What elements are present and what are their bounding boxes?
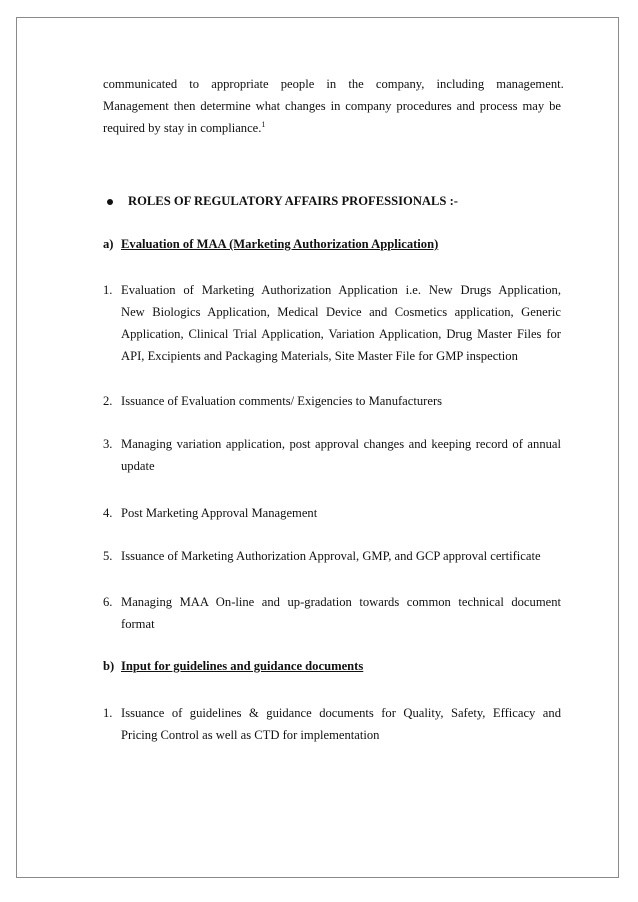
list-number: 3. [103,437,113,451]
intro-line [103,117,561,139]
text-line: Evaluation of Marketing Authorization Application i.e. New Drugs Application, [121,283,561,297]
list-number: 4. [103,506,113,520]
subsection-title: Input for guidelines and guidance documents [121,659,364,673]
list-item [103,702,561,746]
section-heading-text: ROLES OF REGULATORY AFFAIRS PROFESSIONALS :- [128,194,458,208]
text-line: Issuance of guidelines & guidance documents for Quality, Safety, Efficacy and [121,706,561,720]
intro-line: communicated to appropriate people in the company, including management. [103,77,564,91]
subsection-marker: a) [103,237,114,251]
intro-paragraph [103,73,564,139]
intro-line-text: required by stay in compliance. [103,121,262,135]
list-item-text [121,545,561,567]
text-line: Managing variation application, post approval changes and keeping record of annual [121,437,561,451]
list-item [103,545,561,567]
text-line: Issuance of Evaluation comments/ Exigencies to Manufacturers [121,394,443,408]
list-number: 2. [103,394,113,408]
text-line: New Biologics Application, Medical Device and Cosmetics application, Generic [121,305,561,319]
list-item-text [121,502,561,524]
list-item-text [121,702,561,746]
text-line: Managing MAA On-line and up-gradation towards common technical document [121,595,561,609]
list-number: 5. [103,549,113,563]
list-item-text [121,591,561,635]
list-number: 1. [103,283,113,297]
list-item-text [121,279,561,367]
subsection-heading-a [103,237,438,252]
list-number: 1. [103,706,113,720]
text-line: format [121,617,155,631]
text-line: Post Marketing Approval Management [121,506,318,520]
intro-line: Management then determine what changes in company procedures and process may be [103,99,561,113]
subsection-title: Evaluation of MAA (Marketing Authorization Application) [121,237,439,251]
list-item [103,502,561,524]
list-item [103,279,561,367]
subsection-marker: b) [103,659,115,673]
text-line: Pricing Control as well as CTD for implementation [121,728,380,742]
list-item-text [121,390,561,412]
list-item [103,390,561,412]
section-heading [103,194,458,209]
text-line: update [121,459,155,473]
text-line: Issuance of Marketing Authorization Approval, GMP, and GCP approval certificate [121,549,541,563]
list-number: 6. [103,595,113,609]
text-line: Application, Clinical Trial Application, Variation Application, Drug Master Files for [121,327,561,341]
list-item-text [121,433,561,477]
list-item [103,433,561,477]
text-line: API, Excipients and Packaging Materials, Site Master File for GMP inspection [121,349,518,363]
bullet-icon [107,199,113,205]
list-item [103,591,561,635]
footnote-marker: 1 [261,119,266,129]
subsection-heading-b [103,659,363,674]
